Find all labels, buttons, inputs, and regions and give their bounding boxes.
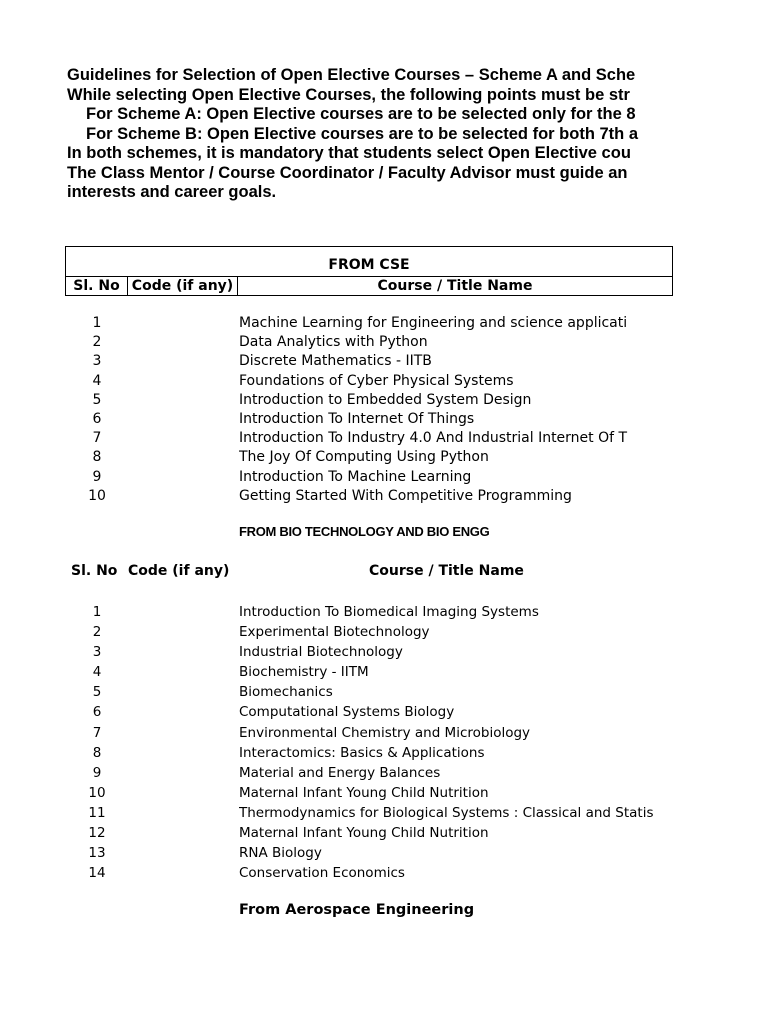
course-number: 12 xyxy=(88,825,106,842)
course-row xyxy=(0,352,768,371)
course-number: 11 xyxy=(88,804,106,821)
cse-table-header xyxy=(65,246,673,296)
course-title: Environmental Chemistry and Microbiology xyxy=(239,724,531,741)
course-number: 4 xyxy=(92,664,102,681)
course-number: 8 xyxy=(92,449,102,466)
header-line: For Scheme A: Open Elective courses are to be selected only for the 8 xyxy=(86,105,636,123)
course-title: Thermodynamics for Biological Systems : Classical and Statis xyxy=(239,804,654,821)
course-row xyxy=(0,487,768,506)
course-row xyxy=(0,784,768,804)
course-number: 4 xyxy=(92,372,102,389)
course-row xyxy=(0,764,768,784)
aero-section-title: From Aerospace Engineering xyxy=(239,902,475,918)
course-title: Computational Systems Biology xyxy=(239,704,455,721)
course-title: Industrial Biotechnology xyxy=(239,644,403,661)
header-line: Guidelines for Selection of Open Elective Courses – Scheme A and Sche xyxy=(67,66,636,84)
column-header-code: Code (if any) xyxy=(128,563,230,579)
course-title: Biochemistry - IITM xyxy=(239,664,369,681)
header-line: interests and career goals. xyxy=(67,183,277,201)
course-number: 5 xyxy=(92,684,102,701)
course-title: Introduction To Biomedical Imaging Systems xyxy=(239,604,539,620)
course-row xyxy=(0,391,768,410)
course-row xyxy=(0,468,768,487)
course-row xyxy=(0,314,768,333)
course-row xyxy=(0,623,768,643)
course-row xyxy=(0,448,768,467)
column-header-sl-no: Sl. No xyxy=(71,563,118,579)
column-header-title: Course / Title Name xyxy=(377,278,533,294)
header-line: The Class Mentor / Course Coordinator / Faculty Advisor must guide an xyxy=(67,163,628,182)
column-header-sl-no: Sl. No xyxy=(66,277,128,296)
course-row xyxy=(0,643,768,663)
course-row xyxy=(0,663,768,683)
course-title: Introduction To Machine Learning xyxy=(239,468,472,485)
column-header-title: Course / Title Name xyxy=(369,563,524,579)
course-row xyxy=(0,864,768,884)
course-number: 6 xyxy=(92,410,102,427)
guidelines-header xyxy=(67,66,673,203)
course-row xyxy=(0,844,768,864)
course-title: Maternal Infant Young Child Nutrition xyxy=(239,784,489,801)
course-title: Data Analytics with Python xyxy=(239,334,428,351)
course-title: Material and Energy Balances xyxy=(239,764,441,781)
course-number: 6 xyxy=(92,704,102,721)
course-row xyxy=(0,724,768,744)
course-number: 9 xyxy=(92,764,102,781)
course-row xyxy=(0,372,768,391)
cse-column-headers xyxy=(66,277,672,296)
course-title: The Joy Of Computing Using Python xyxy=(239,449,489,466)
course-number: 9 xyxy=(92,468,102,485)
course-row xyxy=(0,804,768,824)
course-row xyxy=(0,603,768,623)
course-row xyxy=(0,333,768,352)
course-number: 8 xyxy=(92,744,102,761)
course-number: 3 xyxy=(92,353,102,370)
course-row xyxy=(0,703,768,723)
course-number: 1 xyxy=(92,315,102,331)
course-row xyxy=(0,824,768,844)
course-title: Biomechanics xyxy=(239,684,333,701)
course-number: 3 xyxy=(92,644,102,661)
course-title: Maternal Infant Young Child Nutrition xyxy=(239,825,489,842)
header-line: While selecting Open Elective Courses, the following points must be str xyxy=(67,85,630,104)
course-title: Getting Started With Competitive Programming xyxy=(239,487,572,504)
course-title: Experimental Biotechnology xyxy=(239,624,430,641)
course-number: 10 xyxy=(88,784,106,801)
cse-course-list xyxy=(0,314,768,506)
course-number: 14 xyxy=(88,865,106,882)
course-number: 2 xyxy=(92,334,102,351)
course-row xyxy=(0,429,768,448)
bio-section-title: FROM BIO TECHNOLOGY AND BIO ENGG xyxy=(239,524,490,539)
course-title: Machine Learning for Engineering and science applicati xyxy=(239,315,628,331)
course-title: Discrete Mathematics - IITB xyxy=(239,353,432,370)
course-title: Introduction to Embedded System Design xyxy=(239,391,532,408)
course-row xyxy=(0,410,768,429)
course-number: 1 xyxy=(92,604,102,620)
header-line: For Scheme B: Open Elective courses are to be selected for both 7th a xyxy=(86,124,638,143)
course-title: Introduction To Industry 4.0 And Industrial Internet Of T xyxy=(239,430,628,447)
bio-course-list xyxy=(0,603,768,884)
course-number: 7 xyxy=(92,430,102,447)
course-number: 13 xyxy=(88,845,106,862)
course-title: Interactomics: Basics & Applications xyxy=(239,744,485,761)
course-row xyxy=(0,683,768,703)
course-number: 2 xyxy=(92,624,102,641)
course-title: RNA Biology xyxy=(239,845,322,862)
column-header-code: Code (if any) xyxy=(128,277,238,296)
course-row xyxy=(0,744,768,764)
course-title: Conservation Economics xyxy=(239,865,405,882)
course-title: Foundations of Cyber Physical Systems xyxy=(239,372,514,389)
course-title: Introduction To Internet Of Things xyxy=(239,410,475,427)
header-line: In both schemes, it is mandatory that students select Open Elective cou xyxy=(67,144,631,162)
course-number: 7 xyxy=(92,724,102,741)
course-number: 5 xyxy=(92,391,102,408)
course-number: 10 xyxy=(88,487,106,504)
cse-section-title: FROM CSE xyxy=(66,247,672,277)
